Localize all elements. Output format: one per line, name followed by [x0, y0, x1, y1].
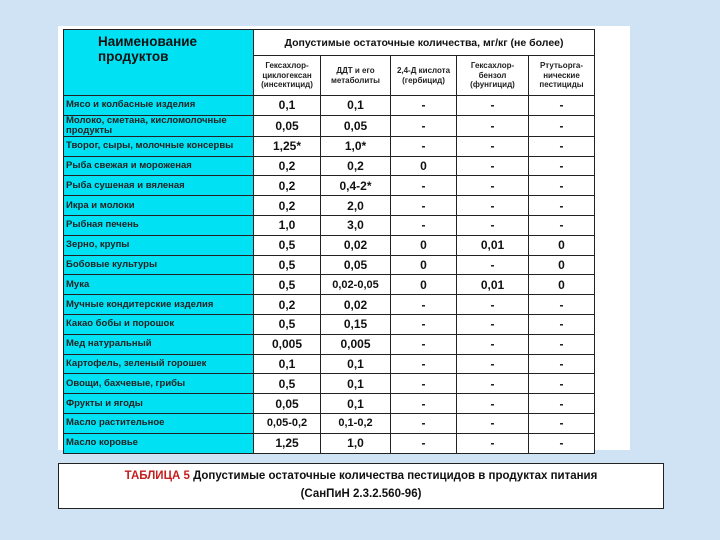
- value-cell: 1,25: [254, 433, 321, 453]
- value-cell: 0,2: [254, 196, 321, 216]
- product-cell: Бобовые культуры: [64, 255, 254, 275]
- table-row: [64, 156, 595, 176]
- value-cell: 0,1: [321, 96, 391, 116]
- value-cell: 0,05: [321, 255, 391, 275]
- value-cell: 0,01: [457, 235, 529, 255]
- value-cell: -: [457, 176, 529, 196]
- product-cell: Рыбная печень: [64, 215, 254, 235]
- table-row: [64, 295, 595, 315]
- table-row: [64, 334, 595, 354]
- value-cell: 0,5: [254, 255, 321, 275]
- value-cell: 0,5: [254, 235, 321, 255]
- limits-group-header: Допустимые остаточные количества, мг/кг (не более): [254, 30, 595, 56]
- value-cell: -: [529, 115, 595, 136]
- value-cell: -: [391, 96, 457, 116]
- value-cell: -: [457, 136, 529, 156]
- value-cell: -: [391, 295, 457, 315]
- value-cell: -: [391, 136, 457, 156]
- value-cell: 3,0: [321, 215, 391, 235]
- product-cell: Рыба сушеная и вяленая: [64, 176, 254, 196]
- value-cell: -: [529, 136, 595, 156]
- value-cell: 0: [529, 255, 595, 275]
- value-cell: 0,1-0,2: [321, 413, 391, 433]
- caption-text: Допустимые остаточные количества пестицидов в продуктах питания: [193, 470, 598, 482]
- value-cell: -: [391, 374, 457, 394]
- caption-source: (СанПиН 2.3.2.560-96): [300, 488, 422, 500]
- table-caption: [58, 463, 664, 509]
- table-row: [64, 96, 595, 116]
- value-cell: 1,0: [321, 433, 391, 453]
- product-cell: Мучные кондитерские изделия: [64, 295, 254, 315]
- value-cell: 0,05: [254, 115, 321, 136]
- product-cell: Овощи, бахчевые, грибы: [64, 374, 254, 394]
- value-cell: -: [457, 314, 529, 334]
- value-cell: -: [391, 215, 457, 235]
- column-header: Гексахлор-циклогексан (инсектицид): [254, 56, 321, 96]
- product-cell: Масло коровье: [64, 433, 254, 453]
- column-header: 2,4-Д кислота (гербицид): [391, 56, 457, 96]
- value-cell: 1,0: [254, 215, 321, 235]
- product-name-header: Наименование продуктов: [64, 30, 254, 96]
- product-cell: Молоко, сметана, кисломолочные продукты: [64, 115, 254, 136]
- value-cell: 0,2: [254, 176, 321, 196]
- value-cell: -: [391, 433, 457, 453]
- product-cell: Зерно, крупы: [64, 235, 254, 255]
- table-row: [64, 196, 595, 216]
- value-cell: -: [529, 413, 595, 433]
- value-cell: -: [529, 374, 595, 394]
- value-cell: -: [529, 394, 595, 414]
- value-cell: -: [457, 255, 529, 275]
- value-cell: -: [391, 115, 457, 136]
- column-header: Гексахлор-бензол (фунгицид): [457, 56, 529, 96]
- value-cell: 2,0: [321, 196, 391, 216]
- caption-label: ТАБЛИЦА 5: [124, 470, 190, 482]
- value-cell: 0,2: [321, 156, 391, 176]
- value-cell: 1,25*: [254, 136, 321, 156]
- value-cell: 0,05: [254, 394, 321, 414]
- table-row: [64, 314, 595, 334]
- value-cell: 1,0*: [321, 136, 391, 156]
- value-cell: 0: [391, 235, 457, 255]
- product-cell: Мясо и колбасные изделия: [64, 96, 254, 116]
- value-cell: 0: [391, 156, 457, 176]
- table-row: [64, 115, 595, 136]
- value-cell: -: [457, 295, 529, 315]
- column-header: ДДТ и его метаболиты: [321, 56, 391, 96]
- value-cell: -: [529, 314, 595, 334]
- value-cell: -: [457, 334, 529, 354]
- table-row: [64, 394, 595, 414]
- value-cell: 0,02: [321, 295, 391, 315]
- product-cell: Икра и молоки: [64, 196, 254, 216]
- value-cell: -: [529, 354, 595, 374]
- value-cell: -: [457, 196, 529, 216]
- value-cell: -: [391, 334, 457, 354]
- value-cell: 0,1: [321, 354, 391, 374]
- value-cell: 0,02: [321, 235, 391, 255]
- value-cell: -: [457, 354, 529, 374]
- value-cell: 0: [391, 255, 457, 275]
- table-sheet: [58, 26, 630, 450]
- value-cell: -: [457, 433, 529, 453]
- value-cell: -: [457, 394, 529, 414]
- value-cell: -: [529, 156, 595, 176]
- value-cell: -: [391, 354, 457, 374]
- value-cell: -: [457, 413, 529, 433]
- value-cell: 0,005: [321, 334, 391, 354]
- table-row: [64, 354, 595, 374]
- value-cell: 0,02-0,05: [321, 275, 391, 295]
- table-row: [64, 374, 595, 394]
- value-cell: 0,4-2*: [321, 176, 391, 196]
- product-cell: Фрукты и ягоды: [64, 394, 254, 414]
- value-cell: 0: [529, 275, 595, 295]
- value-cell: 0,5: [254, 275, 321, 295]
- table-row: [64, 413, 595, 433]
- value-cell: -: [391, 196, 457, 216]
- value-cell: 0: [391, 275, 457, 295]
- value-cell: -: [457, 374, 529, 394]
- value-cell: -: [391, 176, 457, 196]
- product-cell: Картофель, зеленый горошек: [64, 354, 254, 374]
- value-cell: -: [529, 334, 595, 354]
- value-cell: -: [391, 413, 457, 433]
- value-cell: 0,5: [254, 374, 321, 394]
- product-cell: Рыба свежая и мороженая: [64, 156, 254, 176]
- value-cell: -: [529, 215, 595, 235]
- table-row: [64, 215, 595, 235]
- table-row: [64, 136, 595, 156]
- value-cell: -: [529, 295, 595, 315]
- value-cell: 0,005: [254, 334, 321, 354]
- table-body: [64, 96, 595, 454]
- value-cell: 0,5: [254, 314, 321, 334]
- value-cell: -: [457, 115, 529, 136]
- value-cell: 0,1: [321, 374, 391, 394]
- value-cell: 0,15: [321, 314, 391, 334]
- value-cell: -: [529, 176, 595, 196]
- column-header: Ртутьорга-нические пестициды: [529, 56, 595, 96]
- value-cell: -: [529, 196, 595, 216]
- value-cell: -: [529, 433, 595, 453]
- value-cell: -: [391, 394, 457, 414]
- value-cell: 0,05-0,2: [254, 413, 321, 433]
- value-cell: 0,05: [321, 115, 391, 136]
- value-cell: -: [457, 215, 529, 235]
- value-cell: 0,1: [254, 354, 321, 374]
- product-cell: Масло растительное: [64, 413, 254, 433]
- table-row: [64, 433, 595, 453]
- value-cell: -: [457, 156, 529, 176]
- product-cell: Мука: [64, 275, 254, 295]
- value-cell: 0,2: [254, 295, 321, 315]
- table-row: [64, 235, 595, 255]
- product-cell: Какао бобы и порошок: [64, 314, 254, 334]
- value-cell: 0,2: [254, 156, 321, 176]
- product-cell: Творог, сыры, молочные консервы: [64, 136, 254, 156]
- value-cell: 0,01: [457, 275, 529, 295]
- product-cell: Мед натуральный: [64, 334, 254, 354]
- table-row: [64, 275, 595, 295]
- value-cell: -: [457, 96, 529, 116]
- value-cell: 0,1: [321, 394, 391, 414]
- table-row: [64, 176, 595, 196]
- value-cell: -: [391, 314, 457, 334]
- pesticide-table: [63, 29, 595, 454]
- value-cell: 0: [529, 235, 595, 255]
- value-cell: 0,1: [254, 96, 321, 116]
- value-cell: -: [529, 96, 595, 116]
- table-row: [64, 255, 595, 275]
